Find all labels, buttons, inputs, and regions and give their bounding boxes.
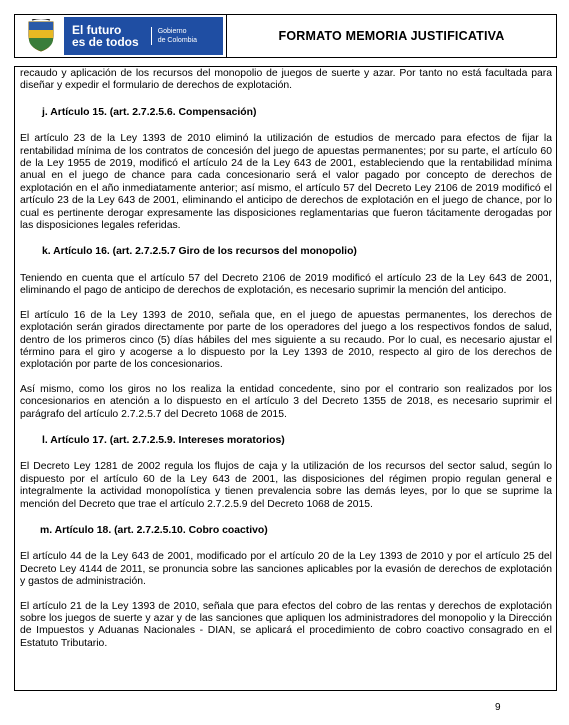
coat-of-arms-icon — [18, 17, 64, 55]
paragraph: El artículo 21 de la Ley 1393 de 2010, señala que para efectos del cobro de las rentas y derechos de explotación sobre los juegos de suerte y azar y de las sanciones que apliquen los administradores del monopolio y la Dirección de Impuestos y Aduanas Nacionales - DIAN, se aplicará el procedimiento de cobro coactivo consagrado en el Estatuto Tributario. — [20, 600, 552, 649]
section-heading-m: m. Artículo 18. (art. 2.7.2.5.10. Cobro coactivo) — [40, 524, 268, 536]
paragraph: El artículo 16 de la Ley 1393 de 2010, señala que, en el juego de apuestas permanentes, los derechos de explotación serán girados directamente por parte de los operadores del juego a los respectivos fondos de salud, dentro de los primeros cinco (5) días hábiles del mes siguiente a su recaudo. Por lo cual, es necesario ajustar el término para el giro y acogerse a lo dispuesto por la Ley 1393 de 2010, respecto al giro de los derechos de explotación por parte de los concesionarios. — [20, 309, 552, 371]
section-heading-l: l. Artículo 17. (art. 2.7.2.5.9. Intereses moratorios) — [42, 434, 285, 446]
brand-line-1: El futuro — [72, 23, 122, 37]
document-header — [14, 14, 557, 58]
document-title: FORMATO MEMORIA JUSTIFICATIVA — [278, 29, 505, 43]
section-heading-k: k. Artículo 16. (art. 2.7.2.5.7 Giro de los recursos del monopolio) — [42, 246, 357, 258]
paragraph: Teniendo en cuenta que el artículo 57 del Decreto 2106 de 2019 modificó el artículo 23 de la Ley 643 de 2001, eliminando el pago de anticipo de derechos de explotación, es necesario suprimir la mención del anticipo. — [20, 272, 552, 297]
intro-paragraph: recaudo y aplicación de los recursos del monopolio de juegos de suerte y azar. Por tanto no está facultada para diseñar y expedir el formulario de derechos de explotación. — [20, 68, 552, 92]
paragraph: Así mismo, como los giros no los realiza la entidad concedente, sino por el contrario son realizados por los concesionarios en atención a lo dispuesto en el artículo 3 del Decreto 1355 de 2018, es necesario suprimir el parágrafo del artículo 2.7.2.5.7 del Decreto 1068 de 2015. — [20, 383, 552, 420]
paragraph: El Decreto Ley 1281 de 2002 regula los flujos de caja y la utilización de los recursos del sector salud, según lo dispuesto por el artículo 60 de la Ley 643 de 2001, las disposiciones del régimen propio regulan general e integralmente la actividad monopolística y tienen prevalencia sobre las demás leyes, por lo que se suprime la mención del Decreto que trae el artículo 2.7.2.5.9 del Decreto 1068 de 2015. — [20, 461, 552, 510]
gov-text — [151, 27, 197, 45]
document-body — [14, 66, 557, 691]
government-logo — [18, 17, 223, 55]
logo-cell — [15, 15, 227, 57]
paragraph: El artículo 44 de la Ley 643 de 2001, modificado por el artículo 20 de la Ley 1393 de 2010 y por el artículo 25 del Decreto Ley 4144 de 2011, se pronuncia sobre las sanciones aplicables por la evasión de derechos de explotación y gastos de administración. — [20, 551, 552, 588]
brand-line-2: es de todos — [72, 35, 139, 49]
brand-text — [72, 24, 139, 48]
section-heading-j: j. Artículo 15. (art. 2.7.2.5.6. Compensación) — [42, 106, 257, 118]
page-number: 9 — [495, 702, 501, 713]
gov-line-2: de Colombia — [157, 37, 197, 44]
gov-line-1: Gobierno — [157, 28, 187, 35]
paragraph: El artículo 23 de la Ley 1393 de 2010 eliminó la utilización de estudios de mercado para efectos de fijar la rentabilidad mínima de los contratos de concesión del juego de apuestas permanentes; por su parte, el artículo 60 de la Ley 1955 de 2019, modificó el artículo 24 de la Ley 643 de 2001, estableciendo que la rentabilidad mínima anual en el juego de chance para cada concesionario será el valor pagado por concepto de derechos de explotación en el año inmediatamente anterior; así mismo, el artículo 57 del Decreto Ley 2106 de 2019 modificó el artículo 23 de la Ley 643 de 2001, eliminando el anticipo de derechos de explotación en el juego de chance, por lo cual es pertinente derogar expresamente las disposiciones reglamentarias que fueron tácitamente derogadas por las disposiciones legales referidas. — [20, 133, 552, 232]
